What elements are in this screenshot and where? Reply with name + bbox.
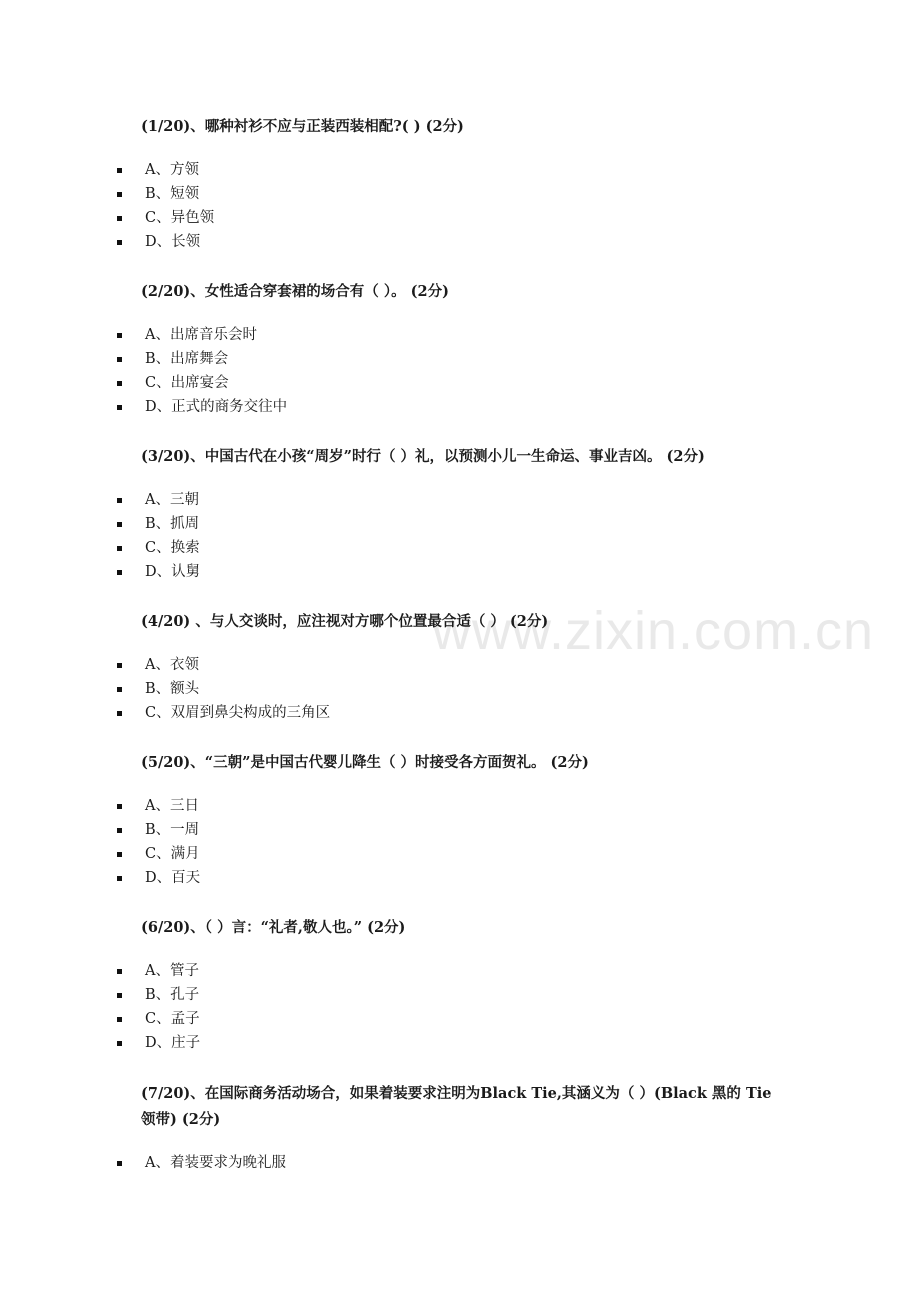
bullet-icon xyxy=(117,168,122,173)
question-stem: (6/20)、（ ）言：“礼者,敬人也。” (2分) xyxy=(141,919,406,936)
option-label: C、双眉到鼻尖构成的三角区 xyxy=(145,705,331,721)
bullet-icon xyxy=(117,828,122,833)
question-stem: (1/20)、哪种衬衫不应与正装西装相配?( ) (2分) xyxy=(141,118,464,135)
bullet-icon xyxy=(117,687,122,692)
bullet-icon xyxy=(117,804,122,809)
option-label: A、管子 xyxy=(145,963,199,979)
bullet-icon xyxy=(117,357,122,362)
option-label: A、出席音乐会时 xyxy=(145,327,257,343)
option-label: A、方领 xyxy=(145,162,199,178)
question-stem: (2/20)、女性适合穿套裙的场合有（ ）。 (2分) xyxy=(141,283,449,300)
option-label: D、庄子 xyxy=(145,1035,201,1051)
watermark: www.zixin.com.cn xyxy=(432,601,875,661)
bullet-icon xyxy=(117,1017,122,1022)
option-label: D、百天 xyxy=(145,870,201,886)
question-stem: (5/20)、“三朝”是中国古代婴儿降生（ ）时接受各方面贺礼。 (2分) xyxy=(141,754,589,771)
bullet-icon xyxy=(117,240,122,245)
bullet-icon xyxy=(117,546,122,551)
question-stem: (4/20) 、与人交谈时，应注视对方哪个位置最合适（ ） (2分) xyxy=(141,613,549,630)
question-stem: (7/20)、在国际商务活动场合，如果着装要求注明为Black Tie,其涵义为（ ）(Black 黑的 Tie 领带) (2分) xyxy=(141,1085,772,1128)
option-label: B、孔子 xyxy=(145,987,200,1003)
bullet-icon xyxy=(117,969,122,974)
option-label: C、换索 xyxy=(145,540,200,556)
option-label: C、孟子 xyxy=(145,1011,200,1027)
bullet-icon xyxy=(117,993,122,998)
option-label: C、满月 xyxy=(145,846,200,862)
option-label: B、一周 xyxy=(145,822,200,838)
option-label: D、认舅 xyxy=(145,564,201,580)
question-stem: (3/20)、中国古代在小孩“周岁”时行（ ）礼，以预测小儿一生命运、事业吉凶。 (2分) xyxy=(141,448,705,465)
option-label: A、三日 xyxy=(145,798,199,814)
option-label: B、出席舞会 xyxy=(145,351,229,367)
bullet-icon xyxy=(117,852,122,857)
option-label: D、正式的商务交往中 xyxy=(145,399,288,415)
bullet-icon xyxy=(117,405,122,410)
bullet-icon xyxy=(117,498,122,503)
bullet-icon xyxy=(117,876,122,881)
option-label: B、短领 xyxy=(145,186,200,202)
bullet-icon xyxy=(117,663,122,668)
bullet-icon xyxy=(117,711,122,716)
bullet-icon xyxy=(117,1041,122,1046)
bullet-icon xyxy=(117,381,122,386)
option-label: B、抓周 xyxy=(145,516,200,532)
bullet-icon xyxy=(117,522,122,527)
option-label: D、长领 xyxy=(145,234,201,250)
bullet-icon xyxy=(117,192,122,197)
option-label: C、出席宴会 xyxy=(145,375,229,391)
bullet-icon xyxy=(117,1161,122,1166)
option-label: C、异色领 xyxy=(145,210,215,226)
option-label: A、衣领 xyxy=(145,657,199,673)
bullet-icon xyxy=(117,570,122,575)
bullet-icon xyxy=(117,216,122,221)
option-label: A、三朝 xyxy=(145,492,199,508)
option-label: A、着装要求为晚礼服 xyxy=(145,1155,286,1171)
option-label: B、额头 xyxy=(145,681,200,697)
bullet-icon xyxy=(117,333,122,338)
